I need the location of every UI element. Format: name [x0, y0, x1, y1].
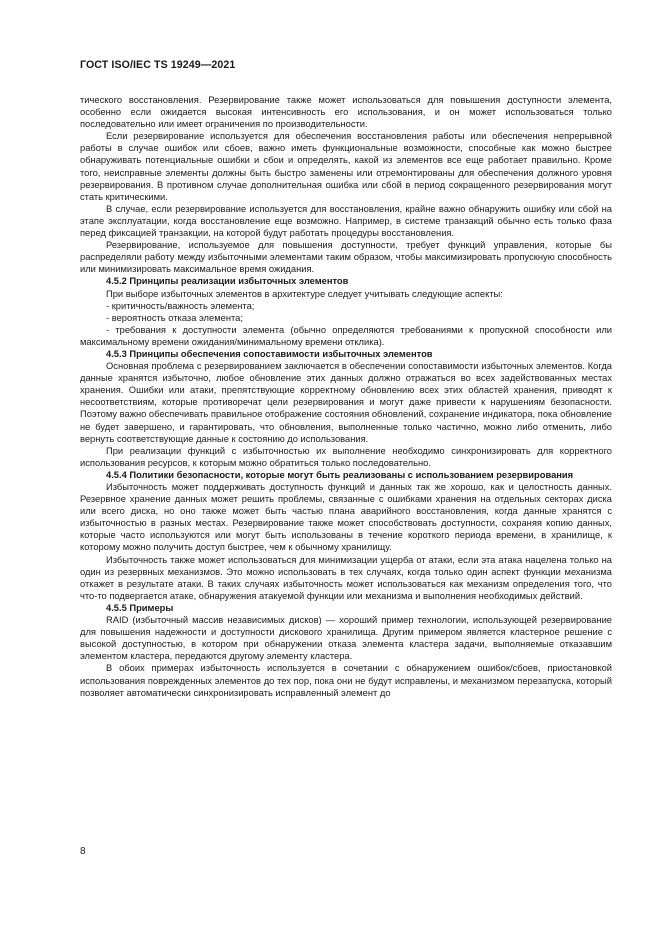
list-item: - критичность/важность элемента; — [106, 300, 255, 311]
document-body — [80, 94, 612, 699]
section-heading: 4.5.3 Принципы обеспечения сопоставимости избыточных элементов — [106, 348, 433, 359]
paragraph: Если резервирование используется для обеспечения восстановления работы или обеспечения непрерывной работы в случае ошибок или сбоев, важно иметь функциональные возможности, способные как можно быстрее обнаруживать потенциальные ошибки и сбои и определять, какой из элементов все еще работает правильно. Кроме того, неисправные элементы должны быть быстро заменены или отремонтированы для обеспечения должного уровня резервирования. В противном случае дополнительная ошибка или сбой в период сокращенного резервирования могут стать критическими. — [80, 131, 612, 202]
paragraph: Резервирование, используемое для повышения доступности, требует функций управления, которые бы распределяли работу между избыточными элементами таким образом, чтобы максимизировать пропускную способность или минимизировать максимальное время ожидания. — [80, 240, 612, 275]
section-heading: 4.5.5 Примеры — [106, 602, 174, 613]
document-header: ГОСТ ISO/IEC TS 19249—2021 — [80, 59, 236, 71]
paragraph: В случае, если резервирование используется для восстановления, крайне важно обнаружить ошибку или сбой на этапе эксплуатации, когда восстановление еще возможно. Например, в системе транзакций обычно есть только фаза перед фиксацией транзакции, на которой будут работать процедуры восстановления. — [80, 203, 612, 239]
paragraph: тического восстановления. Резервирование также может использоваться для повышения доступности элемента, особенно если ожидается высокая интенсивность его использования, и он может использоваться только последовательно или имеет ограничения по производительности. — [80, 95, 612, 130]
list-item: - вероятность отказа элемента; — [106, 312, 243, 323]
paragraph: Основная проблема с резервированием заключается в обеспечении сопоставимости избыточных элементов. Когда данные хранятся избыточно, любое обновление этих данных должно отражаться во всех задействованных местах хранения. Ошибки или атаки, препятствующие корректному обновлению всех этих областей хранения, приводят к несоответствиям, которые противоречат цели резервирования и могут даже привести к нарушениям безопасности. Поэтому важно обеспечивать правильное отображение состояния обновлений, сохранение индикатора, пока обновление не будет завершено, и гарантировать, что обновления, выполненные только частично, можно либо отменить, либо вернуть соответствующие данные к состоянию до использования. — [80, 361, 612, 444]
section-heading: 4.5.2 Принципы реализации избыточных элементов — [106, 276, 349, 287]
paragraph: Избыточность может поддерживать доступность функций и данных так же хорошо, как и целостность данных. Резервное хранение данных может решить проблемы, связанные с ошибками хранения на отдельных секторах диска или всего диска, но оно также может быть частью плана аварийного восстановления, когда данные хранятся с избыточностью в разных местах. Резервирование также может способствовать доступности, сохраняя копию данных, которые часто используются или могут быть использованы в течение короткого периода времени, в хранилище, к которому можно получить доступ быстрее, чем к обычному хранилищу. — [80, 482, 612, 553]
paragraph: При реализации функций с избыточностью их выполнение необходимо синхронизировать для корректного использования ресурсов, к которым можно обратиться только последовательно. — [80, 445, 612, 468]
section-heading: 4.5.4 Политики безопасности, которые могут быть реализованы с использованием резервирования — [106, 469, 574, 480]
paragraph: В обоих примерах избыточность используется в сочетании с обнаружением ошибок/сбоев, приостановкой использования поврежденных элементов до тех пор, пока они не будут исправлены, и механизмом перезапуска, который позволяет автоматически синхронизировать исправленный элемент до — [80, 663, 612, 698]
page-number: 8 — [80, 846, 86, 857]
paragraph: RAID (избыточный массив независимых дисков) — хороший пример технологии, использующей резервирование для повышения надежности и доступности дискового хранилища. Другим примером является кластерное решение с высокой доступностью, в котором при обнаружении отказа элемента кластера задачи, выполняемые отказавшим элементом кластера, передаются другому элементу кластера. — [80, 615, 612, 662]
list-item: - требования к доступности элемента (обычно определяются требованиями к пропускной способности или максимальному времени ожидания/минимальному времени отклика). — [80, 324, 612, 347]
paragraph: При выборе избыточных элементов в архитектуре следует учитывать следующие аспекты: — [106, 288, 503, 299]
paragraph: Избыточность также может использоваться для минимизации ущерба от атаки, если эта атака нацелена только на один из резервных механизмов. Это можно использовать в тех случаях, когда только один аспект функции механизма откажет в результате атаки. В таких случаях избыточность может использоваться как механизм определения того, что что-то подвергается атаке, обнаружения атакуемой функции или механизма и выполнения необходимых действий. — [80, 554, 612, 601]
